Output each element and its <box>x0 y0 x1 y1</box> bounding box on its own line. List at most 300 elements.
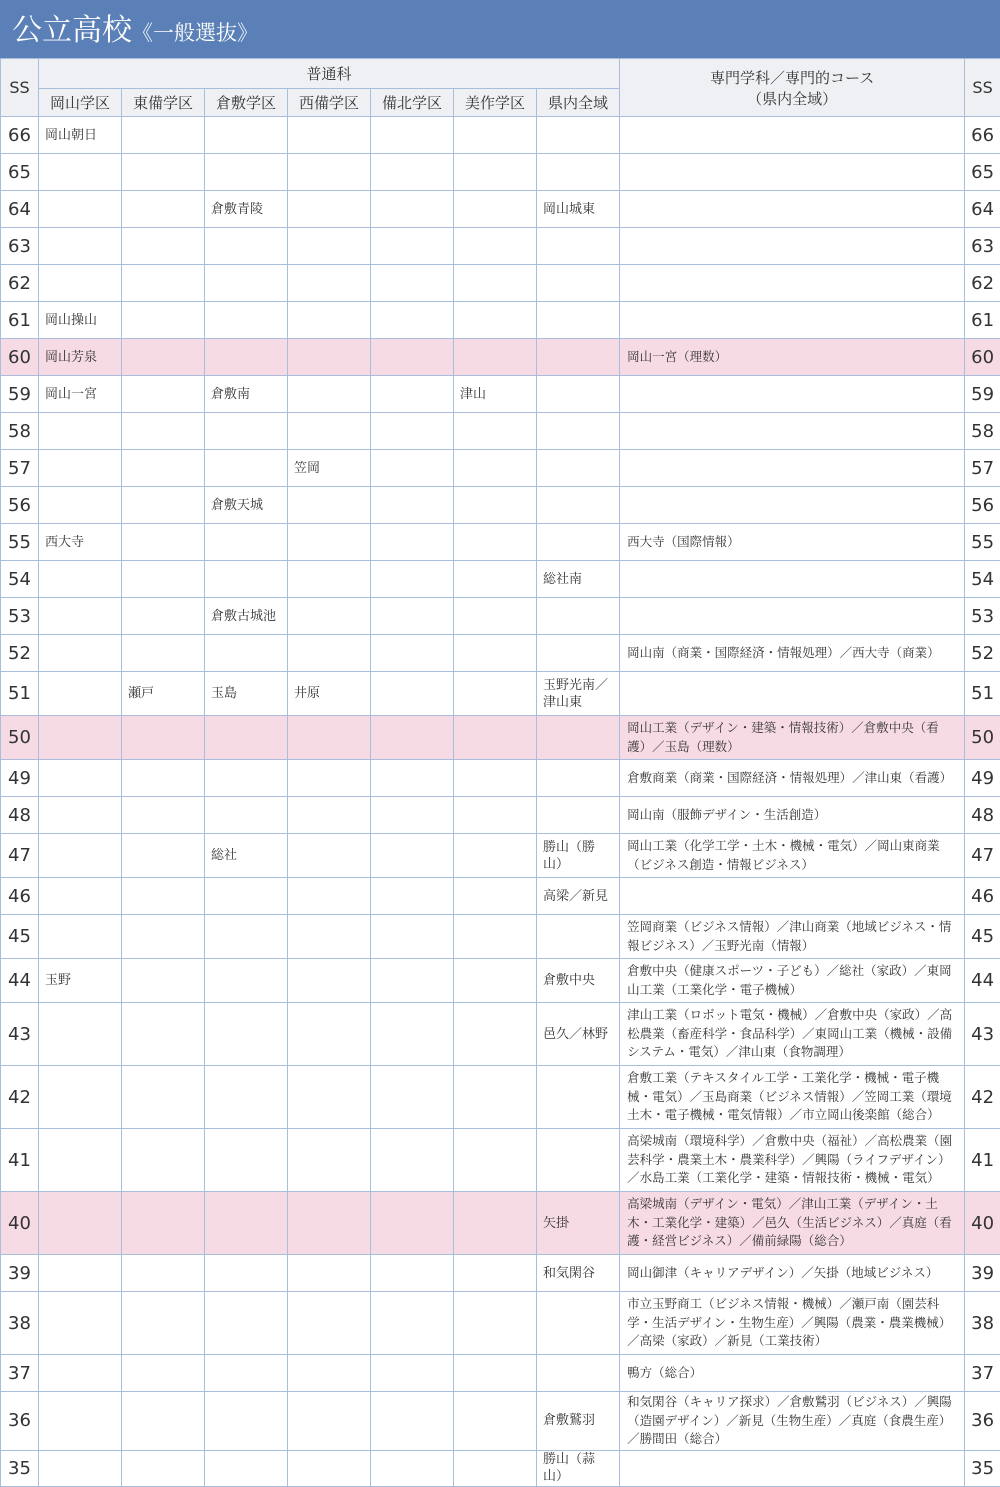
school-cell <box>122 1129 205 1192</box>
ss-value-left: 57 <box>1 450 39 487</box>
table-row <box>1 1129 1000 1192</box>
ss-value-right: 35 <box>965 1450 1000 1486</box>
school-cell <box>122 1192 205 1255</box>
specialty-cell <box>620 878 965 915</box>
ss-value-right: 36 <box>965 1392 1000 1451</box>
ss-value-right: 59 <box>965 376 1000 413</box>
school-cell <box>205 1129 288 1192</box>
school-cell: 邑久／林野 <box>537 1003 620 1066</box>
ss-value-right: 58 <box>965 413 1000 450</box>
school-cell <box>371 878 454 915</box>
school-cell <box>537 117 620 154</box>
district-header: 備北学区 <box>371 89 454 117</box>
school-cell <box>205 1292 288 1355</box>
school-cell <box>371 1255 454 1292</box>
school-cell <box>39 1192 122 1255</box>
school-cell <box>122 1355 205 1392</box>
school-cell <box>205 339 288 376</box>
school-cell <box>371 191 454 228</box>
ss-value-right: 43 <box>965 1003 1000 1066</box>
school-cell <box>205 915 288 959</box>
school-cell <box>288 154 371 191</box>
school-cell: 瀬戸 <box>122 672 205 716</box>
ss-table <box>0 58 1000 1487</box>
school-cell <box>39 598 122 635</box>
ss-header-right: SS <box>965 59 1000 117</box>
page-title: 公立高校 <box>12 13 132 48</box>
school-cell <box>205 716 288 760</box>
school-cell <box>39 1450 122 1486</box>
specialty-cell <box>620 117 965 154</box>
school-cell <box>205 154 288 191</box>
ss-value-right: 60 <box>965 339 1000 376</box>
ss-value-left: 40 <box>1 1192 39 1255</box>
table-row <box>1 450 1000 487</box>
district-header: 岡山学区 <box>39 89 122 117</box>
school-cell <box>122 450 205 487</box>
table-row <box>1 1066 1000 1129</box>
school-cell <box>39 834 122 878</box>
specialty-cell: 倉敷商業（商業・国際経済・情報処理）／津山東（看護） <box>620 760 965 797</box>
school-cell <box>537 760 620 797</box>
title-bar <box>0 0 1000 60</box>
ss-value-right: 48 <box>965 797 1000 834</box>
school-cell <box>39 561 122 598</box>
school-cell <box>288 878 371 915</box>
school-cell <box>288 1292 371 1355</box>
school-cell <box>454 413 537 450</box>
table-row <box>1 524 1000 561</box>
district-header: 美作学区 <box>454 89 537 117</box>
school-cell <box>371 959 454 1003</box>
school-cell <box>454 1003 537 1066</box>
ss-value-left: 53 <box>1 598 39 635</box>
school-cell: 岡山操山 <box>39 302 122 339</box>
school-cell <box>122 834 205 878</box>
school-cell: 倉敷天城 <box>205 487 288 524</box>
school-cell <box>288 117 371 154</box>
school-cell <box>537 413 620 450</box>
school-cell <box>454 302 537 339</box>
ss-value-right: 38 <box>965 1292 1000 1355</box>
ss-value-right: 52 <box>965 635 1000 672</box>
school-cell <box>371 561 454 598</box>
school-cell <box>454 915 537 959</box>
school-cell <box>205 878 288 915</box>
school-cell <box>122 228 205 265</box>
specialty-cell: 和気閑谷（キャリア探求）／倉敷鷲羽（ビジネス）／興陽（造園デザイン）／新見（生物生産）／真庭（食農生産）／勝間田（総合） <box>620 1392 965 1451</box>
table-row <box>1 265 1000 302</box>
specialty-cell <box>620 413 965 450</box>
school-cell <box>454 1450 537 1486</box>
school-cell <box>537 376 620 413</box>
table-row <box>1 1355 1000 1392</box>
school-cell: 津山 <box>454 376 537 413</box>
school-cell <box>288 598 371 635</box>
school-cell: 勝山（蒜山） <box>537 1450 620 1486</box>
specialty-cell: 岡山一宮（理数） <box>620 339 965 376</box>
school-cell <box>205 265 288 302</box>
ss-value-left: 51 <box>1 672 39 716</box>
school-cell <box>371 376 454 413</box>
school-cell <box>454 1192 537 1255</box>
school-cell <box>205 413 288 450</box>
ss-value-right: 53 <box>965 598 1000 635</box>
school-cell: 笠岡 <box>288 450 371 487</box>
specialty-cell: 岡山御津（キャリアデザイン）／矢掛（地域ビジネス） <box>620 1255 965 1292</box>
school-cell <box>371 413 454 450</box>
school-cell <box>39 413 122 450</box>
table-row <box>1 413 1000 450</box>
school-cell <box>122 561 205 598</box>
school-cell <box>371 635 454 672</box>
ss-value-left: 52 <box>1 635 39 672</box>
school-cell <box>454 154 537 191</box>
school-cell <box>288 635 371 672</box>
school-cell <box>371 154 454 191</box>
school-cell <box>39 450 122 487</box>
school-cell: 玉島 <box>205 672 288 716</box>
school-cell <box>39 228 122 265</box>
ss-header-left: SS <box>1 59 39 117</box>
ss-value-right: 37 <box>965 1355 1000 1392</box>
school-cell <box>454 524 537 561</box>
table-row <box>1 672 1000 716</box>
ss-value-left: 64 <box>1 191 39 228</box>
school-cell <box>122 1292 205 1355</box>
school-cell <box>39 760 122 797</box>
ss-value-right: 57 <box>965 450 1000 487</box>
ss-value-right: 61 <box>965 302 1000 339</box>
specialty-cell <box>620 265 965 302</box>
table-row <box>1 1392 1000 1451</box>
school-cell <box>371 1003 454 1066</box>
school-cell <box>454 117 537 154</box>
school-cell <box>454 228 537 265</box>
specialty-cell: 岡山工業（化学工学・土木・機械・電気）／岡山東商業（ビジネス創造・情報ビジネス） <box>620 834 965 878</box>
school-cell <box>288 413 371 450</box>
school-cell <box>205 635 288 672</box>
specialty-cell: 鴨方（総合） <box>620 1355 965 1392</box>
ss-value-left: 41 <box>1 1129 39 1192</box>
school-cell: 倉敷青陵 <box>205 191 288 228</box>
school-cell <box>288 1066 371 1129</box>
specialty-cell: 岡山南（服飾デザイン・生活創造） <box>620 797 965 834</box>
school-cell <box>454 878 537 915</box>
specialty-cell <box>620 487 965 524</box>
school-cell <box>371 760 454 797</box>
ss-value-left: 48 <box>1 797 39 834</box>
school-cell <box>288 487 371 524</box>
ss-value-left: 46 <box>1 878 39 915</box>
school-cell <box>371 228 454 265</box>
school-cell <box>371 302 454 339</box>
school-cell <box>39 915 122 959</box>
school-cell <box>205 760 288 797</box>
ss-value-left: 62 <box>1 265 39 302</box>
school-cell <box>371 834 454 878</box>
school-cell <box>205 1192 288 1255</box>
school-cell: 岡山朝日 <box>39 117 122 154</box>
specialty-cell: 笠岡商業（ビジネス情報）／津山商業（地域ビジネス・情報ビジネス）／玉野光南（情報） <box>620 915 965 959</box>
school-cell <box>122 797 205 834</box>
school-cell <box>122 154 205 191</box>
school-cell <box>371 1066 454 1129</box>
school-cell <box>371 1392 454 1451</box>
specialty-cell <box>620 1450 965 1486</box>
table-row <box>1 797 1000 834</box>
school-cell <box>205 1392 288 1451</box>
ss-value-right: 51 <box>965 672 1000 716</box>
school-cell: 勝山（勝山） <box>537 834 620 878</box>
ss-value-right: 64 <box>965 191 1000 228</box>
school-cell <box>454 716 537 760</box>
table-row <box>1 1003 1000 1066</box>
school-cell <box>122 635 205 672</box>
school-cell <box>371 117 454 154</box>
specialty-cell <box>620 450 965 487</box>
specialty-header-line1: 専門学科／専門的コース <box>620 67 964 88</box>
school-cell <box>537 1355 620 1392</box>
specialty-cell <box>620 561 965 598</box>
school-cell <box>537 154 620 191</box>
ss-value-left: 54 <box>1 561 39 598</box>
ss-value-right: 44 <box>965 959 1000 1003</box>
school-cell <box>454 450 537 487</box>
ss-value-left: 36 <box>1 1392 39 1451</box>
school-cell <box>288 1129 371 1192</box>
ss-value-left: 61 <box>1 302 39 339</box>
ss-value-left: 44 <box>1 959 39 1003</box>
school-cell <box>39 1003 122 1066</box>
school-cell <box>122 1066 205 1129</box>
school-cell: 総社 <box>205 834 288 878</box>
table-row <box>1 561 1000 598</box>
school-cell <box>288 561 371 598</box>
school-cell <box>122 302 205 339</box>
specialty-cell <box>620 672 965 716</box>
table-row <box>1 716 1000 760</box>
district-header: 東備学区 <box>122 89 205 117</box>
school-cell <box>454 635 537 672</box>
ss-value-left: 45 <box>1 915 39 959</box>
school-cell <box>371 672 454 716</box>
school-cell <box>288 524 371 561</box>
school-cell <box>39 635 122 672</box>
school-cell <box>537 487 620 524</box>
ss-value-left: 56 <box>1 487 39 524</box>
ss-value-left: 35 <box>1 1450 39 1486</box>
school-cell <box>39 1255 122 1292</box>
ss-value-left: 66 <box>1 117 39 154</box>
ss-value-right: 54 <box>965 561 1000 598</box>
school-cell <box>454 1392 537 1451</box>
ss-value-left: 43 <box>1 1003 39 1066</box>
school-cell <box>371 797 454 834</box>
school-cell <box>122 117 205 154</box>
specialty-cell: 倉敷中央（健康スポーツ・子ども）／総社（家政）／東岡山工業（工業化学・電子機械） <box>620 959 965 1003</box>
ss-value-right: 46 <box>965 878 1000 915</box>
ss-value-left: 47 <box>1 834 39 878</box>
school-cell <box>454 1355 537 1392</box>
school-cell <box>205 228 288 265</box>
school-cell <box>288 1192 371 1255</box>
ss-value-left: 50 <box>1 716 39 760</box>
school-cell <box>288 339 371 376</box>
school-cell <box>39 1066 122 1129</box>
school-cell <box>39 191 122 228</box>
table-row <box>1 228 1000 265</box>
specialty-cell: 津山工業（ロボット電気・機械）／倉敷中央（家政）／高松農業（畜産科学・食品科学）／東岡山工業（機械・設備システム・電気）／津山東（食物調理） <box>620 1003 965 1066</box>
school-cell <box>122 878 205 915</box>
specialty-cell <box>620 598 965 635</box>
page-subtitle: 《一般選抜》 <box>132 21 258 45</box>
school-cell <box>288 265 371 302</box>
school-cell <box>371 524 454 561</box>
ss-value-right: 39 <box>965 1255 1000 1292</box>
school-cell: 玉野 <box>39 959 122 1003</box>
school-cell <box>537 339 620 376</box>
school-cell <box>288 834 371 878</box>
school-cell <box>371 1192 454 1255</box>
table-row <box>1 878 1000 915</box>
school-cell <box>371 1129 454 1192</box>
school-cell <box>122 339 205 376</box>
school-cell <box>39 716 122 760</box>
school-cell: 岡山一宮 <box>39 376 122 413</box>
school-cell <box>371 339 454 376</box>
specialty-cell: 倉敷工業（テキスタイル工学・工業化学・機械・電子機械・電気）／玉島商業（ビジネス情報）／笠岡工業（環境土木・電子機械・電気情報）／市立岡山後楽館（総合） <box>620 1066 965 1129</box>
ss-value-right: 42 <box>965 1066 1000 1129</box>
school-cell: 岡山城東 <box>537 191 620 228</box>
school-cell <box>122 487 205 524</box>
school-cell <box>205 450 288 487</box>
ss-value-left: 65 <box>1 154 39 191</box>
ss-value-left: 49 <box>1 760 39 797</box>
ss-value-left: 38 <box>1 1292 39 1355</box>
specialty-cell: 西大寺（国際情報） <box>620 524 965 561</box>
school-cell <box>288 760 371 797</box>
school-cell <box>371 915 454 959</box>
school-cell <box>39 672 122 716</box>
school-cell <box>205 1355 288 1392</box>
school-cell <box>205 302 288 339</box>
school-cell <box>371 598 454 635</box>
ss-value-left: 63 <box>1 228 39 265</box>
ss-value-right: 47 <box>965 834 1000 878</box>
table-row <box>1 117 1000 154</box>
school-cell <box>205 1450 288 1486</box>
school-cell <box>122 1450 205 1486</box>
school-cell <box>537 265 620 302</box>
school-cell <box>371 1355 454 1392</box>
school-cell <box>371 450 454 487</box>
school-cell: 玉野光南／津山東 <box>537 672 620 716</box>
school-cell <box>122 524 205 561</box>
school-cell <box>39 154 122 191</box>
school-cell <box>537 302 620 339</box>
school-cell <box>122 191 205 228</box>
school-cell <box>537 450 620 487</box>
ss-value-right: 41 <box>965 1129 1000 1192</box>
school-cell <box>122 265 205 302</box>
ss-value-right: 49 <box>965 760 1000 797</box>
school-cell <box>288 191 371 228</box>
school-cell <box>122 716 205 760</box>
school-cell <box>288 376 371 413</box>
specialty-cell: 岡山南（商業・国際経済・情報処理）／西大寺（商業） <box>620 635 965 672</box>
school-cell <box>454 487 537 524</box>
ss-value-left: 42 <box>1 1066 39 1129</box>
table-row <box>1 191 1000 228</box>
school-cell <box>454 265 537 302</box>
school-cell <box>371 1450 454 1486</box>
school-cell <box>454 1129 537 1192</box>
school-cell <box>288 959 371 1003</box>
school-cell <box>454 1255 537 1292</box>
school-cell <box>537 1292 620 1355</box>
school-cell <box>122 1255 205 1292</box>
table-row <box>1 915 1000 959</box>
school-cell <box>371 265 454 302</box>
futsuuka-header: 普通科 <box>39 59 620 89</box>
school-cell <box>454 191 537 228</box>
school-cell <box>122 1003 205 1066</box>
school-cell <box>537 228 620 265</box>
school-cell <box>371 1292 454 1355</box>
table-row <box>1 635 1000 672</box>
specialty-cell <box>620 302 965 339</box>
school-cell <box>122 1392 205 1451</box>
school-cell <box>537 915 620 959</box>
ss-value-right: 45 <box>965 915 1000 959</box>
school-cell <box>39 797 122 834</box>
school-cell <box>537 598 620 635</box>
school-cell <box>39 1129 122 1192</box>
ss-value-left: 58 <box>1 413 39 450</box>
table-row <box>1 487 1000 524</box>
ss-value-right: 65 <box>965 154 1000 191</box>
table-row <box>1 1292 1000 1355</box>
school-cell <box>288 915 371 959</box>
school-cell <box>454 834 537 878</box>
ss-value-right: 50 <box>965 716 1000 760</box>
ss-value-right: 62 <box>965 265 1000 302</box>
school-cell <box>205 1003 288 1066</box>
school-cell <box>288 1003 371 1066</box>
table-row <box>1 1255 1000 1292</box>
ss-value-right: 63 <box>965 228 1000 265</box>
school-cell <box>39 1392 122 1451</box>
school-cell <box>288 716 371 760</box>
ss-value-right: 56 <box>965 487 1000 524</box>
school-cell <box>288 1450 371 1486</box>
table-row <box>1 154 1000 191</box>
school-cell <box>454 1292 537 1355</box>
school-cell <box>205 959 288 1003</box>
specialty-cell <box>620 154 965 191</box>
school-cell <box>454 959 537 1003</box>
school-cell <box>39 878 122 915</box>
specialty-cell <box>620 376 965 413</box>
school-cell <box>122 915 205 959</box>
school-cell <box>537 635 620 672</box>
school-cell <box>122 760 205 797</box>
school-cell: 倉敷中央 <box>537 959 620 1003</box>
specialty-header <box>620 59 965 117</box>
school-cell <box>288 797 371 834</box>
school-cell <box>454 760 537 797</box>
